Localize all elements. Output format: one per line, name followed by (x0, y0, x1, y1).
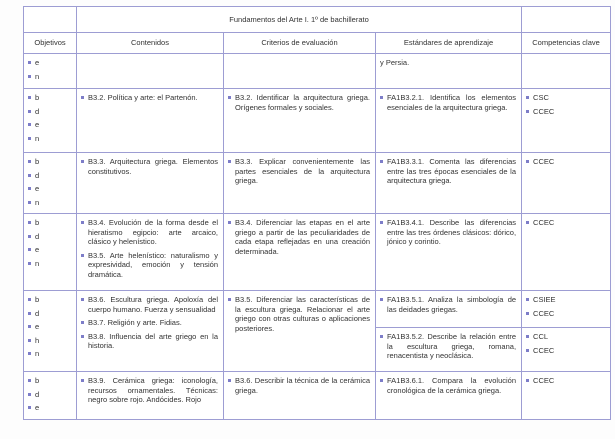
objetivo-label: e (35, 403, 40, 412)
list-item (81, 93, 218, 103)
bullet-icon (28, 298, 31, 301)
competencia-label: CCEC (533, 106, 555, 116)
table-row (24, 153, 611, 214)
criterio-text: B3.5. Diferenciar las características de la escultura griega. Relacionar el arte griego con otras culturas o aplicaciones posteriores. (235, 295, 370, 333)
list-item (228, 376, 370, 395)
cell-criterios (224, 214, 376, 291)
bullet-icon (28, 339, 31, 342)
list-item (28, 295, 71, 305)
list-item (28, 322, 71, 332)
column-header-objetivos: Objetivos (24, 33, 77, 54)
objetivo-label: d (35, 389, 40, 399)
list-item (81, 295, 218, 314)
title-row-empty-right (522, 7, 611, 33)
table-title-row (24, 7, 611, 33)
cell-criterios (224, 372, 376, 420)
cell-contenidos (77, 214, 224, 291)
bullet-icon (28, 406, 31, 409)
bullet-icon (526, 110, 529, 113)
list-item (28, 58, 71, 68)
objetivo-label: d (35, 308, 40, 318)
list-item (28, 107, 71, 117)
bullet-icon (228, 96, 231, 99)
estandar-text: FA1B3.5.1. Analiza la simbología de las deidades griegas. (387, 295, 517, 314)
bullet-icon (228, 160, 231, 163)
cell-objetivos (24, 89, 77, 153)
table-title: Fundamentos del Arte I. 1º de bachillerato (77, 7, 522, 33)
bullet-icon (380, 160, 383, 163)
cell-competencias (522, 54, 611, 89)
cell-criterios (224, 54, 376, 89)
list-item (81, 332, 218, 351)
bullet-icon (81, 335, 84, 338)
list-item (380, 376, 516, 395)
contenido-text: B3.2. Política y arte: el Partenón. (88, 93, 198, 102)
contenido-text: B3.4. Evolución de la forma desde el hieratismo egipcio: arte arcaico, clásico y helenístico. (88, 218, 218, 246)
cell-competencias (522, 214, 611, 291)
bullet-icon (380, 335, 383, 338)
bullet-icon (228, 221, 231, 224)
column-header-row (24, 33, 611, 54)
bullet-icon (28, 379, 31, 382)
list-item (380, 295, 516, 314)
objetivo-label: h (35, 335, 40, 345)
cell-contenidos (77, 153, 224, 214)
list-item (28, 376, 71, 386)
bullet-icon (28, 61, 31, 64)
bullet-icon (228, 298, 231, 301)
list-item (526, 346, 605, 356)
objetivo-label: e (35, 245, 40, 254)
objetivo-label: n (35, 258, 40, 268)
bullet-icon (81, 321, 84, 324)
objetivo-label: n (35, 71, 40, 81)
estandar-text: FA1B3.4.1. Describe las diferencias entre las tres órdenes clásicos: dórico, jónico y corintio. (387, 218, 517, 246)
bullet-icon (81, 221, 84, 224)
cell-contenidos (77, 372, 224, 420)
bullet-icon (28, 110, 31, 113)
list-item (526, 295, 605, 305)
objetivo-label: d (35, 106, 40, 116)
list-item (526, 93, 605, 103)
column-header-estandares: Estándares de aprendizaje (376, 33, 522, 54)
criterio-text: B3.2. Identificar la arquitectura griega. Orígenes formales y sociales. (235, 93, 370, 112)
list-item (526, 332, 605, 342)
column-header-criterios: Criterios de evaluación (224, 33, 376, 54)
cell-estandares (376, 54, 522, 89)
objetivo-label: d (35, 170, 40, 180)
bullet-icon (526, 221, 529, 224)
list-item (81, 318, 218, 328)
bullet-icon (28, 187, 31, 190)
cell-contenidos (77, 291, 224, 372)
cell-estandares (376, 328, 522, 372)
list-item (28, 403, 71, 413)
cell-objetivos (24, 214, 77, 291)
cell-competencias (522, 153, 611, 214)
table-row (24, 89, 611, 153)
bullet-icon (526, 379, 529, 382)
bullet-icon (28, 262, 31, 265)
competencia-label: CCEC (533, 308, 555, 318)
bullet-icon (526, 298, 529, 301)
cell-criterios (224, 153, 376, 214)
objetivo-label: b (35, 157, 40, 166)
cell-competencias (522, 372, 611, 420)
competencia-label: CCEC (533, 345, 555, 355)
list-item (380, 218, 516, 247)
bullet-icon (28, 248, 31, 251)
bullet-icon (526, 96, 529, 99)
contenido-text: B3.9. Cerámica griega: iconología, recursos ornamentales. Técnicas: negro sobre rojo. Andócides. Rojo (88, 376, 218, 404)
list-item (28, 309, 71, 319)
bullet-icon (28, 352, 31, 355)
list-item (28, 120, 71, 130)
bullet-icon (228, 379, 231, 382)
objetivo-label: n (35, 349, 40, 358)
list-item (81, 157, 218, 176)
list-item (228, 218, 370, 256)
list-item (28, 245, 71, 255)
list-item (380, 93, 516, 112)
contenido-text: B3.8. Influencia del arte griego en la historia. (88, 331, 218, 350)
list-item (28, 349, 71, 359)
cell-estandares (376, 214, 522, 291)
estandar-continuation-text: y Persia. (380, 58, 410, 67)
competencia-label: CSIEE (533, 295, 556, 304)
table-row (24, 372, 611, 420)
list-item (28, 134, 71, 144)
cell-criterios (224, 89, 376, 153)
objetivo-label: b (35, 295, 40, 304)
estandar-text: FA1B3.2.1. Identifica los elementos esenciales de la arquitectura griega. (387, 93, 517, 112)
cell-competencias (522, 89, 611, 153)
objetivo-label: e (35, 58, 40, 67)
list-item (28, 198, 71, 208)
cell-competencias (522, 291, 611, 328)
bullet-icon (28, 160, 31, 163)
list-item (81, 376, 218, 405)
list-item (28, 390, 71, 400)
objetivo-label: b (35, 93, 40, 102)
criterio-text: B3.4. Diferenciar las etapas en el arte griego a partir de las peculiaridades de cada etapa reflejadas en una creación determinada. (235, 218, 370, 256)
contenido-text: B3.6. Escultura griega. Apoloxía del cuerpo humano. Fuerza y sensualidad (88, 295, 218, 314)
bullet-icon (28, 137, 31, 140)
estandar-text: FA1B3.6.1. Compara la evolución cronológica de la cerámica griega. (387, 376, 517, 395)
list-item (28, 184, 71, 194)
bullet-icon (81, 298, 84, 301)
objetivo-label: b (35, 218, 40, 227)
cell-objetivos (24, 372, 77, 420)
bullet-icon (28, 174, 31, 177)
bullet-icon (81, 96, 84, 99)
bullet-icon (28, 235, 31, 238)
bullet-icon (81, 160, 84, 163)
list-item (81, 251, 218, 280)
objetivo-label: n (35, 197, 40, 207)
cell-objetivos (24, 54, 77, 89)
list-item (526, 157, 605, 167)
bullet-icon (81, 379, 84, 382)
bullet-icon (526, 312, 529, 315)
bullet-icon (28, 221, 31, 224)
competencia-label: CSC (533, 93, 549, 102)
bullet-icon (526, 160, 529, 163)
title-row-empty-left (24, 7, 77, 33)
bullet-icon (28, 201, 31, 204)
contenido-text: B3.3. Arquitectura griega. Elementos constitutivos. (88, 157, 218, 176)
cell-estandares (376, 291, 522, 328)
competencia-label: CCL (533, 332, 549, 341)
list-item (228, 93, 370, 112)
list-item (380, 157, 516, 186)
competencia-label: CCEC (533, 376, 555, 385)
criterio-text: B3.3. Explicar convenientemente las partes esenciales de la arquitectura griega. (235, 157, 370, 185)
list-item (28, 72, 71, 82)
table-row (24, 214, 611, 291)
bullet-icon (526, 349, 529, 352)
contenido-text: B3.7. Religión y arte. Fidias. (88, 318, 182, 327)
list-item (28, 93, 71, 103)
table-row (24, 54, 611, 89)
cell-estandares (376, 372, 522, 420)
objetivo-label: d (35, 231, 40, 241)
cell-criterios (224, 291, 376, 372)
estandar-text: FA1B3.5.2. Describe la relación entre la escultura griega, romana, renacentista y neoclásica. (387, 332, 517, 360)
list-item (28, 218, 71, 228)
cell-contenidos (77, 54, 224, 89)
cell-objetivos (24, 291, 77, 372)
cell-competencias (522, 328, 611, 372)
list-item (526, 107, 605, 117)
bullet-icon (28, 393, 31, 396)
estandar-text: FA1B3.3.1. Comenta las diferencias entre las tres épocas esenciales de la arquitectura griega. (387, 157, 517, 185)
cell-estandares (376, 153, 522, 214)
list-item (526, 218, 605, 228)
curriculum-table (23, 6, 611, 420)
bullet-icon (380, 379, 383, 382)
competencia-label: CCEC (533, 157, 555, 166)
bullet-icon (380, 96, 383, 99)
bullet-icon (28, 325, 31, 328)
bullet-icon (28, 123, 31, 126)
objetivo-label: b (35, 376, 40, 385)
list-item (28, 232, 71, 242)
objetivo-label: e (35, 322, 40, 331)
objetivo-label: n (35, 133, 40, 143)
list-item (28, 157, 71, 167)
list-item (526, 376, 605, 386)
cell-contenidos (77, 89, 224, 153)
column-header-contenidos: Contenidos (77, 33, 224, 54)
cell-objetivos (24, 153, 77, 214)
list-item (28, 171, 71, 181)
list-item (228, 157, 370, 186)
list-item (380, 332, 516, 361)
objetivo-label: e (35, 184, 40, 193)
bullet-icon (28, 312, 31, 315)
bullet-icon (81, 254, 84, 257)
contenido-text: B3.5. Arte helenístico: naturalismo y expresividad, emoción y tensión dramática. (88, 250, 218, 279)
list-item (28, 336, 71, 346)
table-row (24, 291, 611, 328)
objetivo-label: e (35, 120, 40, 129)
list-item (28, 259, 71, 269)
bullet-icon (380, 221, 383, 224)
column-header-competencias: Competencias clave (522, 33, 611, 54)
bullet-icon (28, 75, 31, 78)
list-item (228, 295, 370, 333)
list-item (526, 309, 605, 319)
bullet-icon (380, 298, 383, 301)
competencia-label: CCEC (533, 218, 555, 227)
bullet-icon (28, 96, 31, 99)
criterio-text: B3.6. Describir la técnica de la cerámica griega. (235, 376, 370, 395)
list-item (81, 218, 218, 247)
bullet-icon (526, 335, 529, 338)
cell-estandares (376, 89, 522, 153)
